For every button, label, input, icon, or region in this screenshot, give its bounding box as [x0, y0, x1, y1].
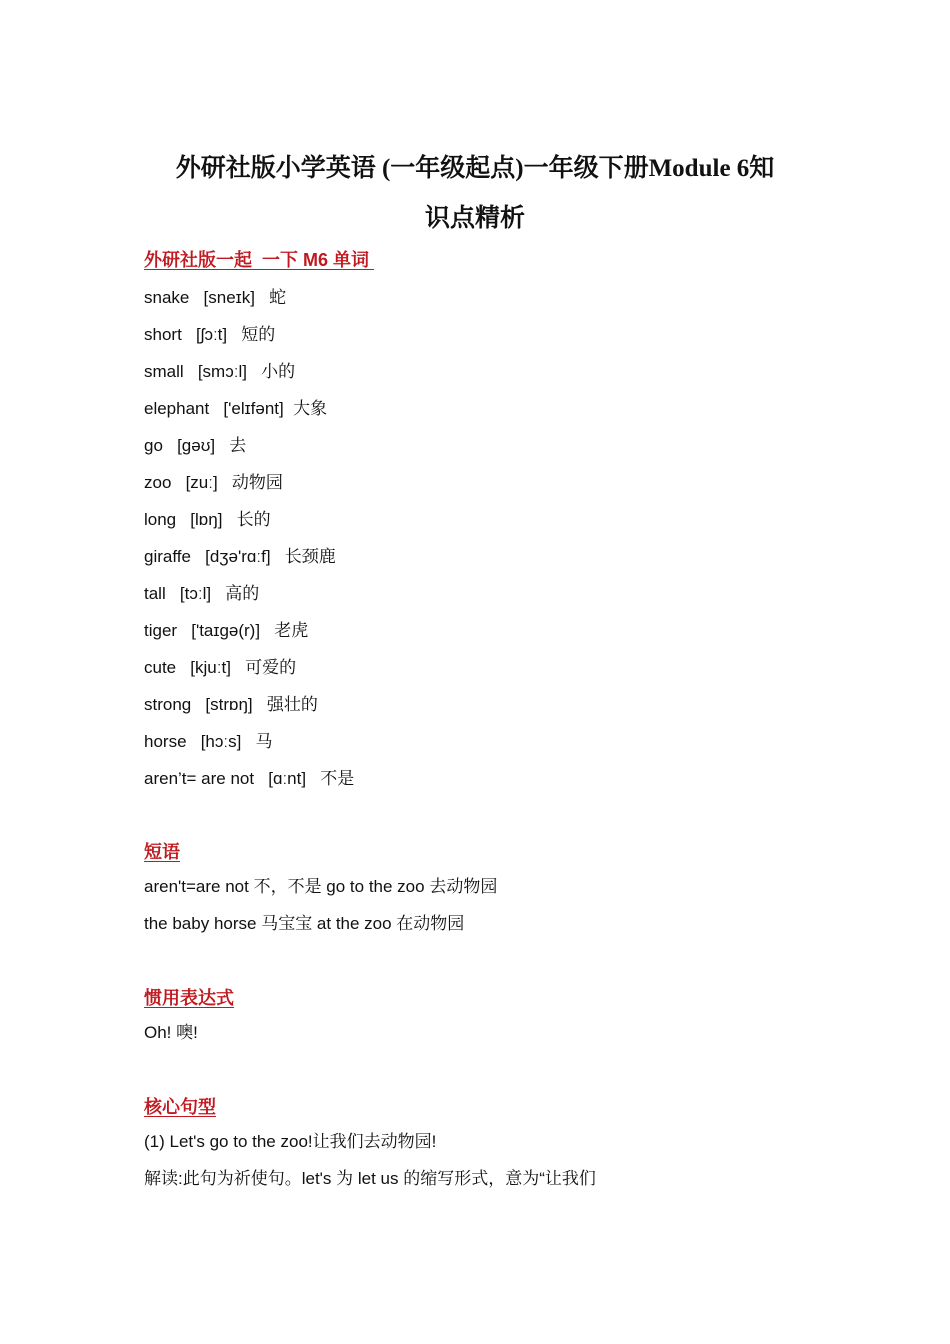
vocab-item: tiger ['taɪɡə(r)] 老虎: [144, 621, 309, 640]
vocab-item: cute [kjuːt] 可爱的: [144, 658, 297, 677]
expressions-section-heading: 惯用表达式: [144, 988, 234, 1008]
expression-line: Oh! 噢!: [144, 1023, 198, 1042]
vocab-item: tall [tɔːl] 高的: [144, 584, 260, 603]
vocab-item: elephant ['elɪfənt] 大象: [144, 399, 328, 418]
document-title-line-1: 外研社版小学英语 (一年级起点)一年级下册Module 6知: [175, 155, 775, 182]
vocab-item: go [ɡəʊ] 去: [144, 436, 247, 455]
sentence-explanation-line: 解读:此句为祈使句。let's 为 let us 的缩写形式，意为“让我们: [144, 1169, 596, 1188]
vocab-item: snake [sneɪk] 蛇: [144, 288, 287, 307]
vocab-item: giraffe [dʒə'rɑːf] 长颈鹿: [144, 547, 336, 566]
vocab-item: short [ʃɔːt] 短的: [144, 325, 276, 344]
vocab-item: horse [hɔːs] 马: [144, 732, 273, 751]
phrases-section-heading: 短语: [144, 842, 180, 862]
sentences-section-heading: 核心句型: [144, 1097, 216, 1117]
sentence-line: (1) Let's go to the zoo!让我们去动物园!: [144, 1132, 437, 1151]
vocab-item: zoo [zuː] 动物园: [144, 473, 283, 492]
phrase-line: aren't=are not 不，不是 go to the zoo 去动物园: [144, 877, 498, 896]
vocab-section-heading: 外研社版一起 一下 M6 单词: [144, 250, 375, 270]
phrase-line: the baby horse 马宝宝 at the zoo 在动物园: [144, 914, 465, 933]
vocab-item: aren’t= are not [ɑːnt] 不是: [144, 769, 355, 788]
document-title-line-2: 识点精析: [424, 205, 525, 232]
vocab-item: small [smɔːl] 小的: [144, 362, 296, 381]
vocab-item: strong [strɒŋ] 强壮的: [144, 695, 318, 714]
vocab-item: long [lɒŋ] 长的: [144, 510, 271, 529]
